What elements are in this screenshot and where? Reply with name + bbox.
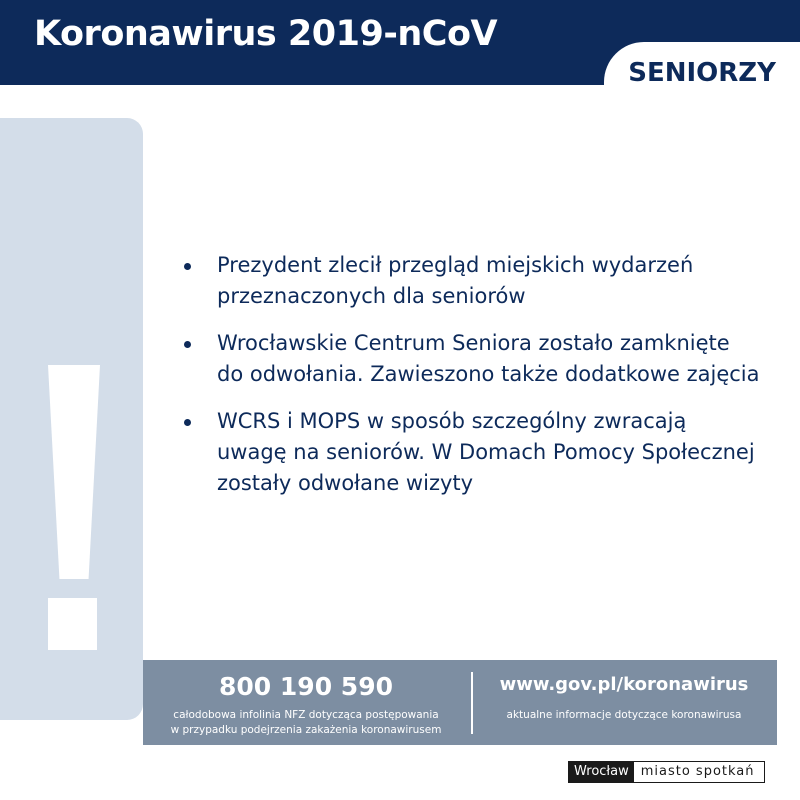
brand-slogan: miasto spotkań xyxy=(640,764,755,779)
brand-city: Wrocław xyxy=(569,762,634,782)
list-item xyxy=(180,328,760,390)
page-title: Koronawirus 2019-nCoV xyxy=(34,14,498,54)
list-item xyxy=(180,406,760,499)
hotline-number: 800 190 590 xyxy=(219,672,393,701)
list-item xyxy=(180,250,760,312)
hotline-description-line-2: w przypadku podejrzenia zakażenia koronawirusem xyxy=(170,724,442,736)
exclamation-dot xyxy=(48,598,97,650)
bullet-icon xyxy=(184,263,191,270)
side-panel xyxy=(0,118,143,720)
hotline-description xyxy=(161,708,451,738)
bullet-icon xyxy=(184,419,191,426)
list-item-text: Prezydent zlecił przegląd miejskich wydarzeń przeznaczonych dla seniorów xyxy=(217,253,694,308)
bullet-list xyxy=(180,250,760,515)
footer-divider xyxy=(471,672,473,734)
list-item-text: WCRS i MOPS w sposób szczególny zwracają uwagę na seniorów. W Domach Pomocy Społecznej zostały odwołane wizyty xyxy=(217,409,755,495)
hotline-description-line-1: całodobowa infolinia NFZ dotycząca postępowania xyxy=(173,709,439,721)
website-link[interactable]: www.gov.pl/koronawirus xyxy=(499,674,749,695)
header-banner xyxy=(0,0,800,88)
exclamation-bar xyxy=(48,365,100,579)
category-tab-label: SENIORZY xyxy=(628,58,776,88)
website-description: aktualne informacje dotyczące koronawirusa xyxy=(506,709,742,721)
footer-bar xyxy=(143,660,777,745)
brand-logo xyxy=(568,761,765,783)
bullet-icon xyxy=(184,341,191,348)
list-item-text: Wrocławskie Centrum Seniora zostało zamknięte do odwołania. Zawieszono także dodatkowe zajęcia xyxy=(217,331,760,386)
category-tab xyxy=(604,42,800,88)
